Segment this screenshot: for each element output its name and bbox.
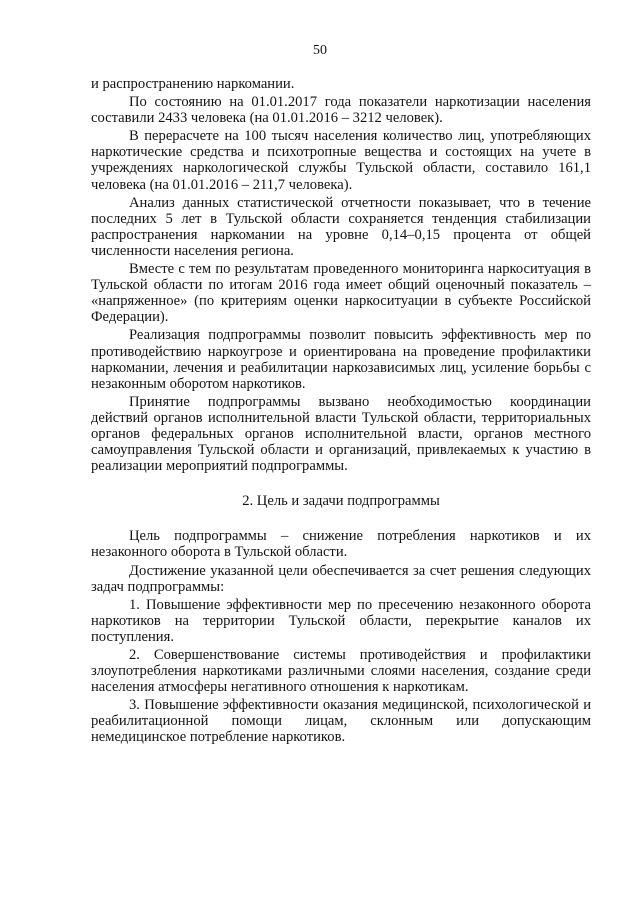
task-item-1: 1. Повышение эффективности мер по пресечению незаконного оборота наркотиков на территории Тульской области, перекрытие каналов их поступления.	[91, 596, 591, 645]
task-item-2: 2. Совершенствование системы противодействия и профилактики злоупотребления наркотиками различными слоями населения, создание среди населения атмосферы негативного отношения к наркотикам.	[91, 647, 591, 696]
paragraph-coordination: Принятие подпрограммы вызвано необходимостью координации действий органов исполнительной власти Тульской области, территориальных органов федеральных органов исполнительной власти, органов местного самоуправления Тульской области и организаций, привлекаемых к участию в реализации мероприятий подпрограммы.	[91, 393, 591, 475]
page-number: 50	[313, 43, 327, 58]
paragraph-per-100k: В перерасчете на 100 тысяч населения количество лиц, употребляющих наркотические средства и психотропные вещества и состоящих на учете в учреждениях наркологической службы Тульской области, составило 161,1 человека (на 01.01.2016 – 211,7 человека).	[91, 128, 591, 193]
paragraph-monitoring-results: Вместе с тем по результатам проведенного мониторинга наркоситуация в Тульской области по итогам 2016 года имеет общий оценочный показатель – «напряженное» (по критериям оценки наркоситуации в субъекте Российской Федерации).	[91, 261, 591, 326]
paragraph-goal: Цель подпрограммы – снижение потребления наркотиков и их незаконного оборота в Тульской области.	[91, 528, 591, 561]
paragraph-stabilization-trend: Анализ данных статистической отчетности показывает, что в течение последних 5 лет в Тульской области сохраняется тенденция стабилизации распространения наркомании на уровне 0,14–0,15 процента от общей численности населения региона.	[91, 194, 591, 259]
paragraph-narcotization-stats: По состоянию на 01.01.2017 года показатели наркотизации населения составили 2433 человека (на 01.01.2016 – 3212 человек).	[91, 94, 591, 127]
document-body	[91, 76, 591, 748]
paragraph-subprogram-implementation: Реализация подпрограммы позволит повысить эффективность мер по противодействию наркоугрозе и ориентирована на проведение профилактики наркомании, лечения и реабилитации наркозависимых лиц, усиление борьбы с незаконным оборотом наркотиков.	[91, 327, 591, 392]
section-heading: 2. Цель и задачи подпрограммы	[242, 493, 440, 510]
task-item-3: 3. Повышение эффективности оказания медицинской, психологической и реабилитационной помощи лицам, склонным или допускающим немедицинское потребление наркотиков.	[91, 697, 591, 746]
paragraph-continuation: и распространению наркомании.	[91, 76, 295, 92]
paragraph-tasks-intro: Достижение указанной цели обеспечивается за счет решения следующих задач подпрограммы:	[91, 562, 591, 595]
